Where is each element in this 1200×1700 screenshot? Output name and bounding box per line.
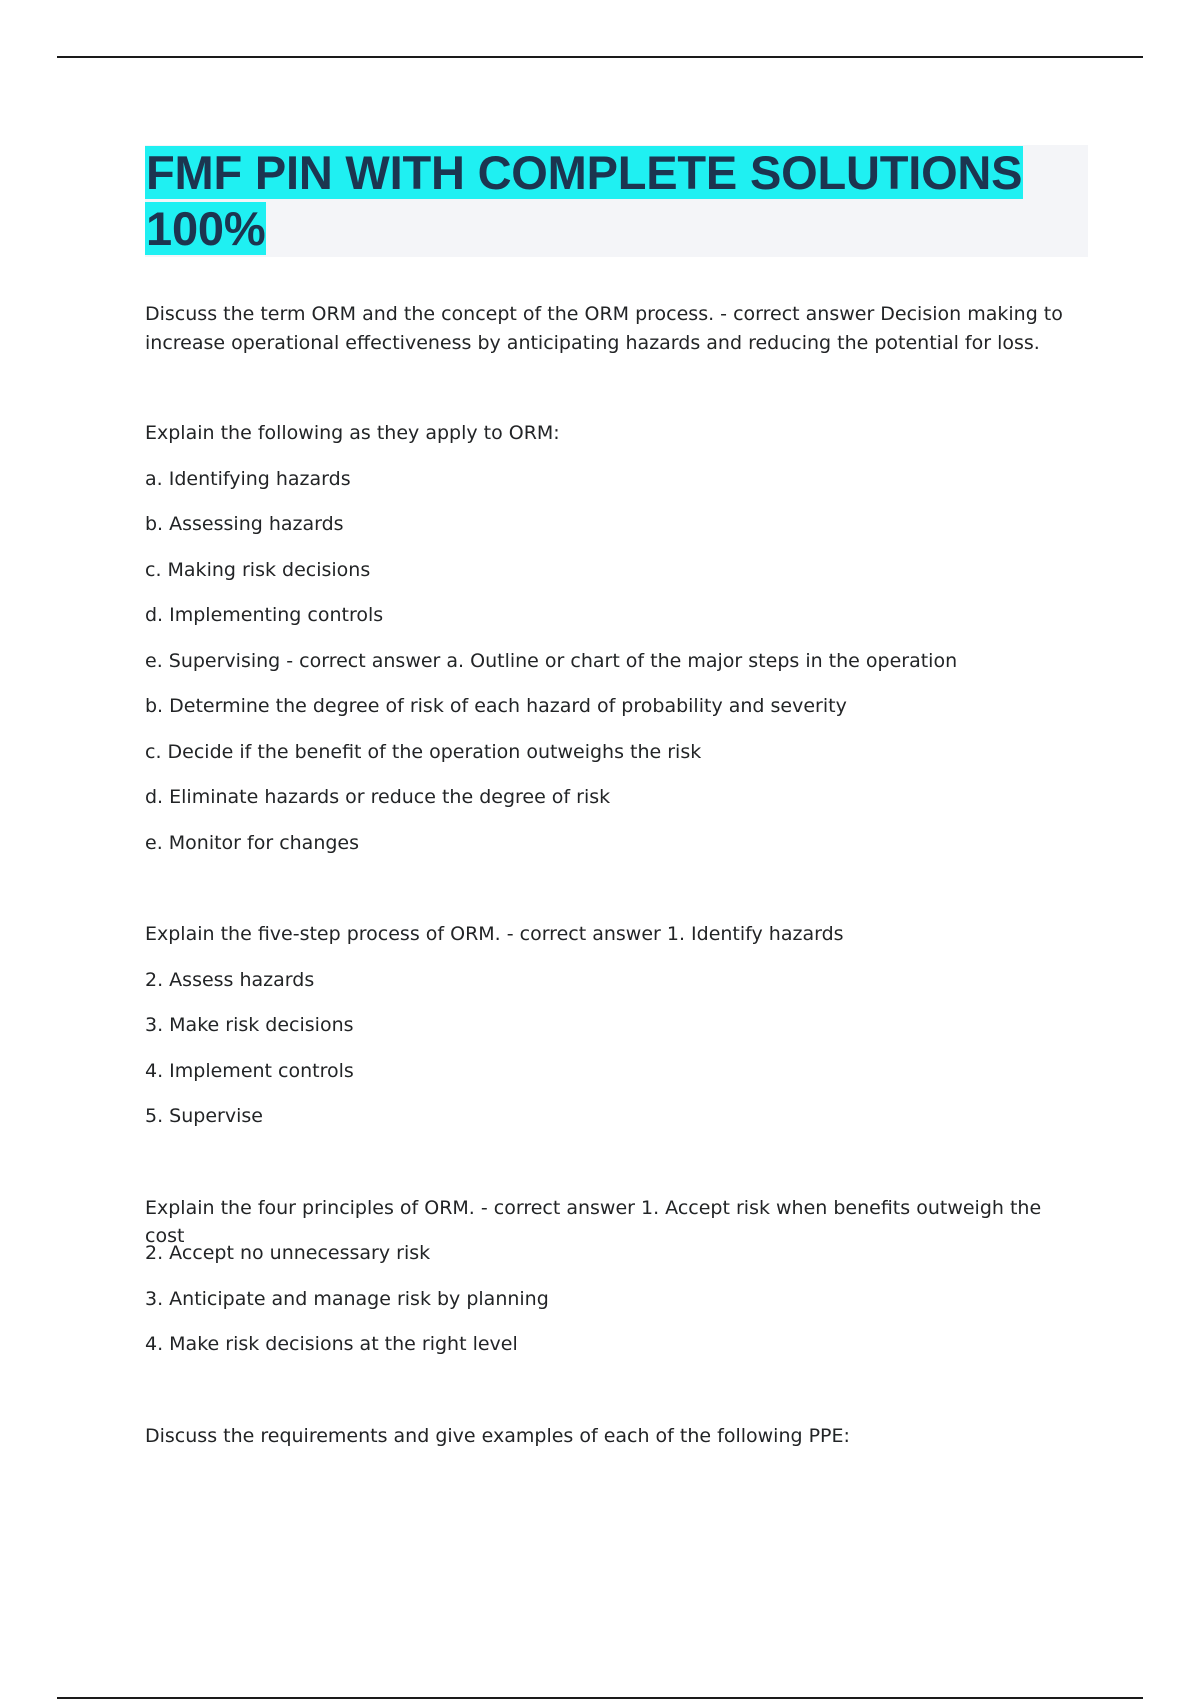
- list-item: c. Making risk decisions: [145, 558, 371, 581]
- list-item: 4. Implement controls: [145, 1059, 354, 1082]
- document-body: [145, 300, 1065, 1467]
- question-orm-apply: Explain the following as they apply to ORM:: [145, 422, 560, 444]
- title-line-2: 100%: [146, 202, 266, 255]
- question-five-step: Explain the five-step process of ORM. - correct answer 1. Identify hazards: [145, 923, 844, 945]
- list-item: d. Implementing controls: [145, 604, 384, 626]
- list-item: d. Eliminate hazards or reduce the degree of risk: [145, 786, 611, 808]
- question-four-principles: Explain the four principles of ORM. - correct answer 1. Accept risk when benefits outweigh the cost: [145, 1196, 1042, 1247]
- list-item: 5. Supervise: [145, 1105, 263, 1127]
- list-item: a. Identifying hazards: [145, 467, 351, 490]
- title-block: [145, 145, 1088, 257]
- header-rule: [57, 56, 1143, 58]
- list-item: e. Supervising - correct answer a. Outline or chart of the major steps in the operation: [145, 649, 958, 672]
- list-item: 3. Anticipate and manage risk by planning: [145, 1287, 549, 1310]
- footer-rule: [57, 1697, 1143, 1699]
- document-title: [145, 145, 1088, 257]
- list-item: b. Assessing hazards: [145, 513, 344, 535]
- list-item: 2. Assess hazards: [145, 968, 315, 991]
- list-item: 3. Make risk decisions: [145, 1014, 354, 1036]
- question-ppe: Discuss the requirements and give examples of each of the following PPE:: [145, 1424, 850, 1447]
- list-item: 2. Accept no unnecessary risk: [145, 1242, 431, 1264]
- list-item: b. Determine the degree of risk of each hazard of probability and severity: [145, 695, 847, 717]
- list-item: e. Monitor for changes: [145, 831, 360, 854]
- title-line-1: FMF PIN WITH COMPLETE SOLUTIONS: [146, 146, 1023, 199]
- list-item: c. Decide if the benefit of the operation outweighs the risk: [145, 740, 702, 763]
- list-item: 4. Make risk decisions at the right level: [145, 1333, 518, 1355]
- question-orm-term: Discuss the term ORM and the concept of the ORM process. - correct answer Decision making to increase operational effectiveness by anticipating hazards and reducing the potential for loss.: [145, 303, 1063, 354]
